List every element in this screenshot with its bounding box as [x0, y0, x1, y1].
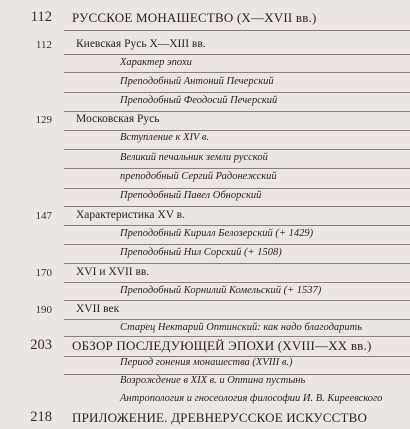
divider [64, 225, 410, 226]
toc-subentry[interactable]: Преподобный Кирилл Белозерский (+ 1429) [120, 228, 314, 239]
toc-section-title[interactable]: ПРИЛОЖЕНИЕ. ДРЕВНЕРУССКОЕ ИСКУССТВО [72, 410, 368, 425]
page-number: 170 [35, 267, 52, 279]
divider [64, 336, 410, 337]
toc-chapter-title[interactable]: Московская Русь [76, 113, 160, 125]
divider [64, 30, 410, 31]
toc-subentry[interactable]: преподобный Сергий Радонежский [120, 171, 277, 182]
toc-subentry[interactable]: Преподобный Корнилий Комельский (+ 1537) [120, 285, 322, 296]
toc-section-title[interactable]: РУССКОЕ МОНАШЕСТВО (X—XVII вв.) [72, 10, 317, 25]
page-number: 112 [35, 39, 52, 51]
divider [64, 92, 410, 93]
toc-subentry[interactable]: Преподобный Феодосий Печерский [120, 95, 278, 106]
divider [64, 188, 410, 189]
toc-section-title[interactable]: ОБЗОР ПОСЛЕДУЮЩЕЙ ЭПОХИ (XVIII—XX вв.) [72, 338, 372, 353]
divider [64, 149, 410, 150]
divider [64, 244, 410, 245]
toc-subentry[interactable]: Антропология и гносеология философии И. В. Киреевского [120, 393, 383, 404]
divider [64, 300, 410, 301]
toc-chapter-title[interactable]: Киевская Русь X—XIII вв. [76, 38, 206, 50]
page-number: 203 [30, 337, 52, 353]
divider [64, 168, 410, 169]
divider [64, 72, 410, 73]
toc-subentry[interactable]: Преподобный Павел Обнорский [120, 190, 262, 201]
page-number: 218 [30, 409, 52, 425]
toc-subentry[interactable]: Вступление к XIV в. [120, 132, 210, 143]
page-number: 190 [35, 304, 52, 316]
toc-subentry[interactable]: Преподобный Антоний Печерский [120, 76, 274, 87]
divider [64, 206, 410, 207]
divider [64, 111, 410, 112]
divider [64, 263, 410, 264]
divider [64, 130, 410, 131]
divider [64, 319, 410, 320]
toc-chapter-title[interactable]: XVII век [76, 303, 120, 315]
divider [64, 282, 410, 283]
toc-chapter-title[interactable]: Характеристика XV в. [76, 209, 185, 221]
toc-subentry[interactable]: Великий печальник земли русской [120, 152, 268, 163]
divider [64, 54, 410, 55]
toc-subentry[interactable]: Период гонения монашества (XVIII в.) [120, 357, 293, 368]
toc-subentry[interactable]: Возрождение в XIX в. и Оптина пустынь [120, 375, 306, 386]
page-number: 112 [30, 9, 52, 25]
toc-subentry[interactable]: Преподобный Нил Сорский (+ 1508) [120, 247, 282, 258]
toc-chapter-title[interactable]: XVI и XVII вв. [76, 266, 150, 278]
page-number: 129 [35, 114, 52, 126]
page-number: 147 [35, 210, 52, 222]
toc-subentry[interactable]: Старец Нектарий Оптинский: как надо благодарить [120, 322, 363, 333]
toc-subentry[interactable]: Характер эпохи [120, 57, 192, 68]
